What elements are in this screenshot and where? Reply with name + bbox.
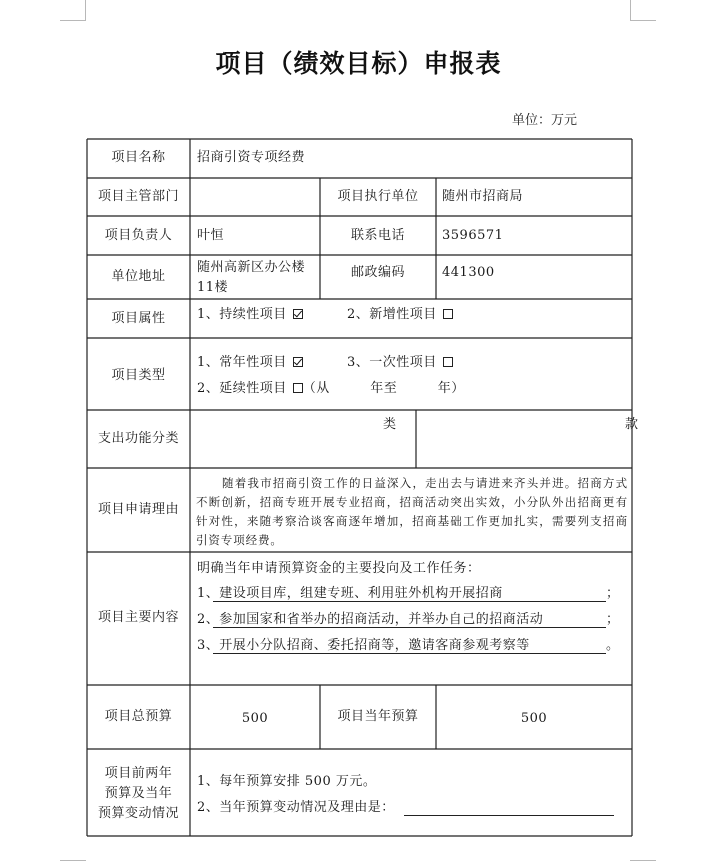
checkbox-checked-icon[interactable] (293, 357, 303, 367)
exec-unit-label: 项目执行单位 (337, 189, 419, 204)
checkbox-icon[interactable] (293, 383, 303, 393)
exec-unit-value: 随州市招商局 (442, 189, 524, 204)
content-item-2-end: ； (606, 612, 620, 627)
history-line-2: 2、当年预算变动情况及理由是： (197, 800, 395, 815)
project-name-value: 招商引资专项经费 (197, 150, 306, 165)
postcode-value: 441300 (442, 265, 495, 280)
page-title: 项目（绩效目标）申报表 (215, 49, 502, 78)
underline (213, 627, 606, 628)
option-label: 3、一次性项目 (347, 355, 437, 370)
attribute-option-continuing[interactable] (197, 306, 303, 324)
underline (404, 815, 614, 816)
phone-label: 联系电话 (350, 228, 405, 243)
address-label: 单位地址 (111, 269, 166, 284)
budget-year-value: 500 (520, 711, 548, 726)
option-label: 2、延续性项目 (197, 381, 287, 396)
phone-value: 3596571 (442, 228, 504, 243)
manager-label: 项目负责人 (104, 228, 173, 243)
function-item-clip (620, 410, 639, 450)
type-option-extended[interactable] (197, 380, 465, 398)
function-item-label: 款 (625, 417, 639, 432)
reason-label: 项目申请理由 (97, 502, 179, 517)
function-class-label: 类 (383, 417, 397, 432)
checkbox-checked-icon[interactable] (293, 309, 303, 319)
year-range-text: （从 年至 年） (302, 381, 465, 396)
attribute-option-new[interactable] (347, 306, 453, 324)
content-item-1-end: ； (606, 586, 620, 601)
content-item-3: 3、开展小分队招商、委托招商等，邀请客商参观考察等 (197, 638, 530, 653)
underline (213, 601, 606, 602)
option-label: 1、常年性项目 (197, 355, 287, 370)
attribute-label: 项目属性 (111, 311, 166, 326)
function-label: 支出功能分类 (97, 431, 179, 446)
dept-label: 项目主管部门 (97, 189, 179, 204)
type-option-onetime[interactable] (347, 354, 453, 372)
project-name-label: 项目名称 (111, 150, 166, 165)
history-label-line1: 项目前两年 (104, 766, 173, 781)
history-label-line3: 预算变动情况 (97, 806, 179, 821)
reason-text: 随着我市招商引资工作的日益深入，走出去与请进来齐头并进。招商方式不断创新，招商专班开展专业招商，招商活动突出实效，小分队外出招商更有针对性，来随考察洽谈客商逐年增加，招商基础工作更加扎实，需要列支招商引资专项经费。 (196, 476, 628, 547)
underline (213, 653, 606, 654)
content-item-3-end: 。 (606, 638, 620, 653)
checkbox-icon[interactable] (443, 357, 453, 367)
history-line-1: 1、每年预算安排 500 万元。 (197, 774, 377, 789)
option-label: 2、新增性项目 (347, 307, 437, 322)
content-label: 项目主要内容 (97, 610, 179, 625)
type-option-annual[interactable] (197, 354, 303, 372)
option-label: 1、持续性项目 (197, 307, 287, 322)
content-item-1: 1、建设项目库，组建专班、利用驻外机构开展招商 (197, 586, 503, 601)
content-item-2: 2、参加国家和省举办的招商活动，并举办自己的招商活动 (197, 612, 544, 627)
budget-total-value: 500 (241, 711, 269, 726)
postcode-label: 邮政编码 (350, 265, 405, 280)
address-value-line1: 随州高新区办公楼 (197, 260, 306, 275)
manager-value: 叶恒 (197, 228, 225, 243)
type-label: 项目类型 (111, 368, 166, 383)
checkbox-icon[interactable] (443, 309, 453, 319)
budget-total-label: 项目总预算 (104, 709, 173, 724)
unit-label: 单位：万元 (512, 113, 578, 128)
budget-year-label: 项目当年预算 (337, 709, 419, 724)
history-label-line2: 预算及当年 (104, 786, 173, 801)
address-value-line2: 11楼 (197, 280, 229, 295)
content-intro: 明确当年申请预算资金的主要投向及工作任务： (197, 561, 481, 576)
